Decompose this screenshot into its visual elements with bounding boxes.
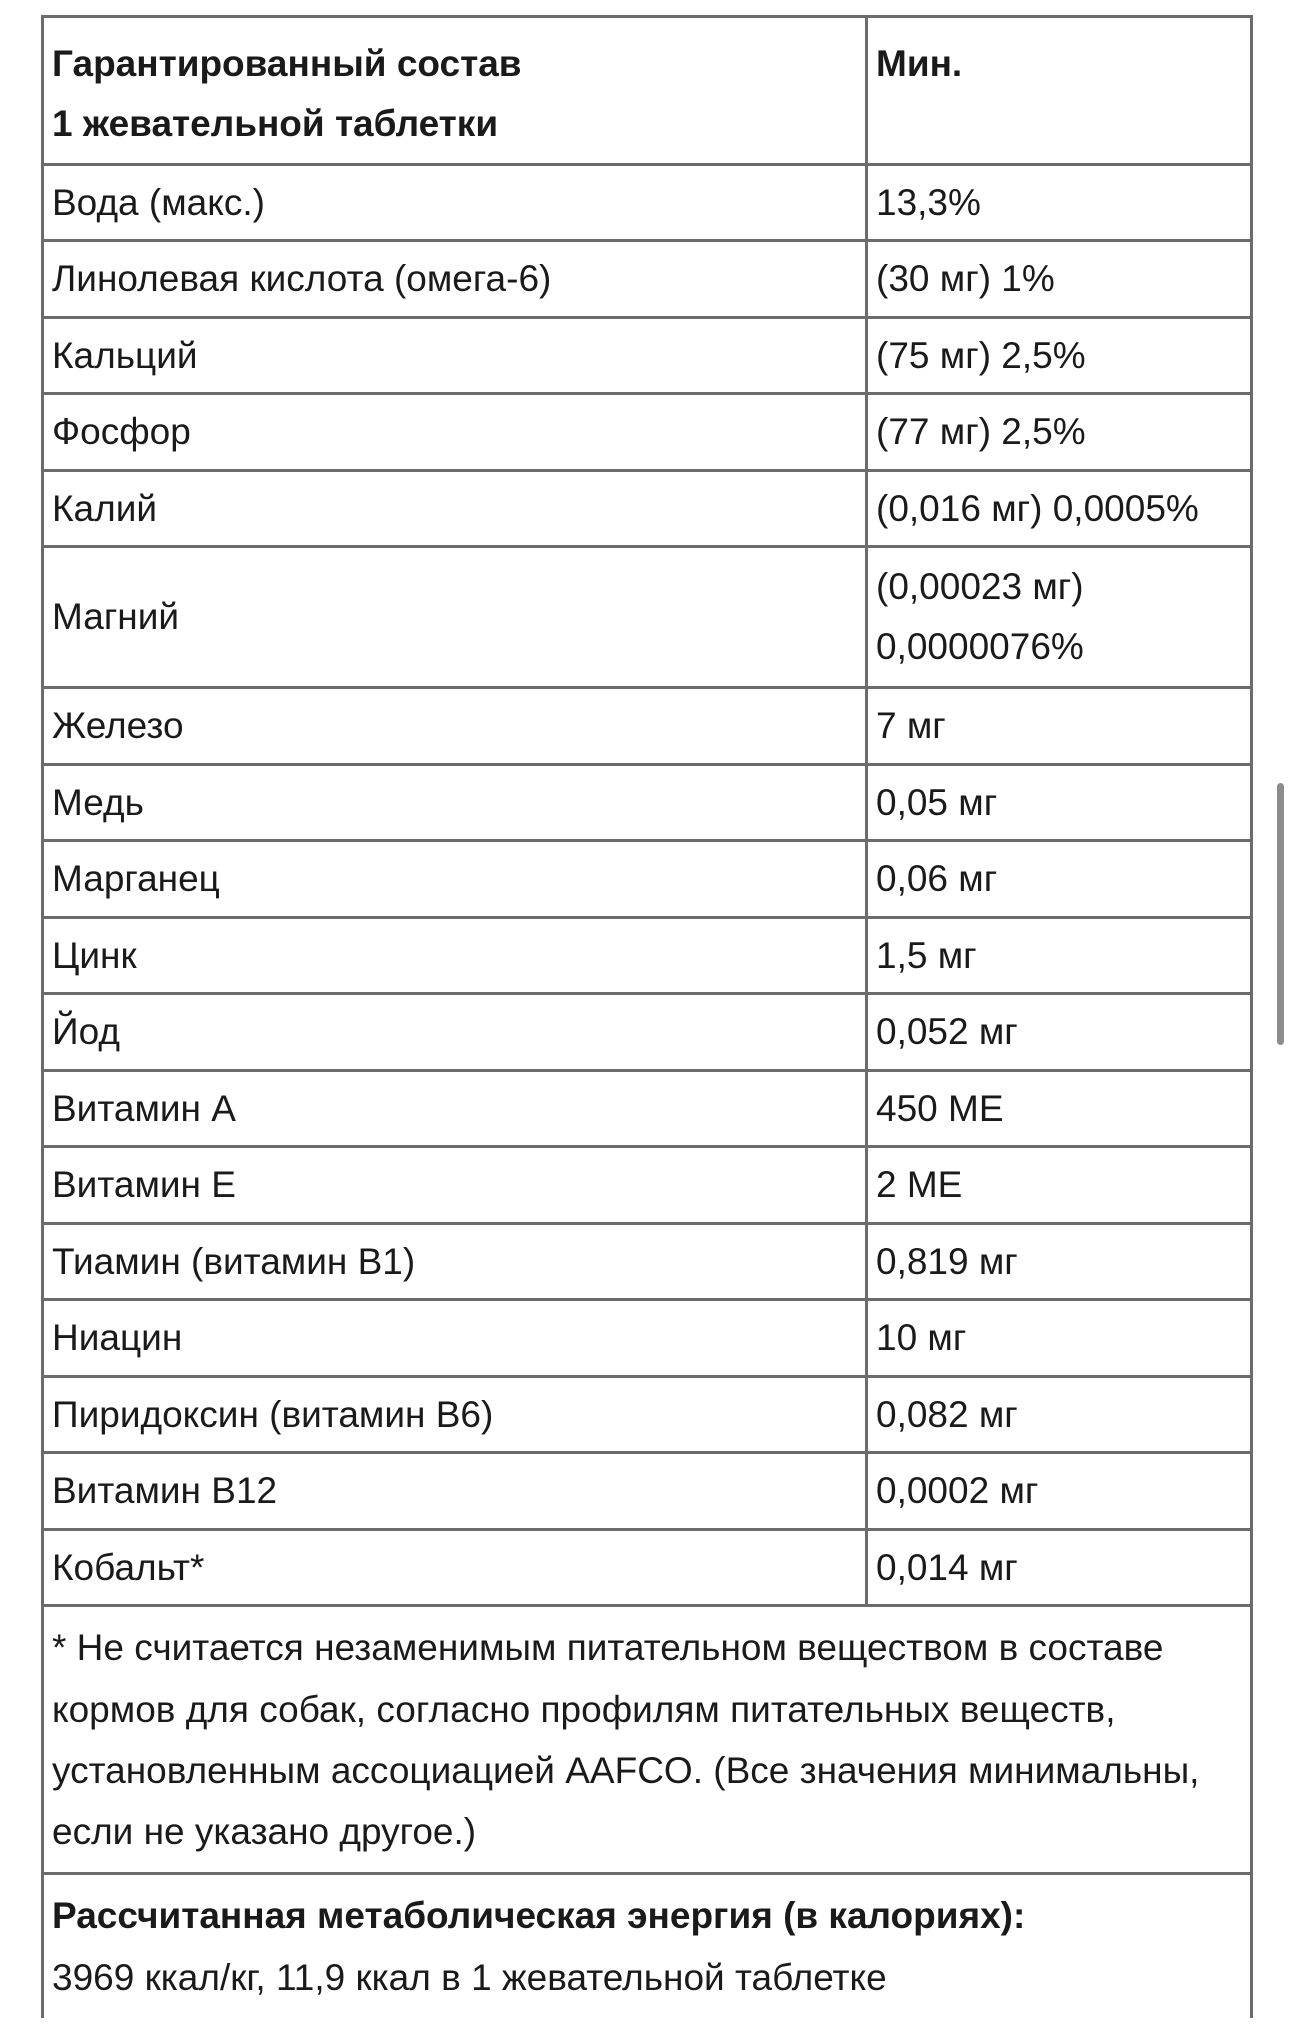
nutrient-value: 1,5 мг bbox=[867, 917, 1252, 994]
header-min: Мин. bbox=[867, 17, 1252, 165]
nutrient-value: (0,016 мг) 0,0005% bbox=[867, 470, 1252, 547]
nutrient-value: 0,052 мг bbox=[867, 994, 1252, 1071]
nutrient-value bbox=[867, 547, 1252, 688]
table-row bbox=[43, 1147, 1252, 1224]
table-row bbox=[43, 1223, 1252, 1300]
table-row bbox=[43, 470, 1252, 547]
nutrient-name: Йод bbox=[43, 994, 867, 1071]
nutrient-value: 13,3% bbox=[867, 164, 1252, 241]
nutrient-name: Калий bbox=[43, 470, 867, 547]
table-row bbox=[43, 1376, 1252, 1453]
table-row bbox=[43, 917, 1252, 994]
nutrient-value: 0,05 мг bbox=[867, 764, 1252, 841]
table-header-row bbox=[43, 17, 1252, 165]
table-row bbox=[43, 994, 1252, 1071]
nutrient-name: Кальций bbox=[43, 317, 867, 394]
nutrient-value: 0,082 мг bbox=[867, 1376, 1252, 1453]
nutrient-value: 0,014 мг bbox=[867, 1529, 1252, 1606]
table-row bbox=[43, 394, 1252, 471]
table-row bbox=[43, 1529, 1252, 1606]
footnote-row bbox=[43, 1606, 1252, 1874]
nutrient-name: Витамин А bbox=[43, 1070, 867, 1147]
nutrient-name: Магний bbox=[43, 547, 867, 688]
nutrient-value: 7 мг bbox=[867, 688, 1252, 765]
nutrient-name: Ниацин bbox=[43, 1300, 867, 1377]
vertical-scrollbar[interactable] bbox=[1277, 783, 1284, 1045]
nutrient-name: Вода (макс.) bbox=[43, 164, 867, 241]
table-row bbox=[43, 688, 1252, 765]
table-row bbox=[43, 317, 1252, 394]
nutrient-name: Фосфор bbox=[43, 394, 867, 471]
nutrient-value: (75 мг) 2,5% bbox=[867, 317, 1252, 394]
table-row bbox=[43, 164, 1252, 241]
table-row bbox=[43, 764, 1252, 841]
nutrient-name: Пиридоксин (витамин В6) bbox=[43, 1376, 867, 1453]
composition-table bbox=[41, 15, 1253, 2018]
nutrient-value: 0,06 мг bbox=[867, 841, 1252, 918]
nutrient-name: Витамин В12 bbox=[43, 1453, 867, 1530]
nutrient-name: Витамин Е bbox=[43, 1147, 867, 1224]
energy-cell bbox=[43, 1873, 1252, 2018]
nutrient-value-line2: 0,0000076% bbox=[876, 626, 1084, 668]
nutrient-value: (77 мг) 2,5% bbox=[867, 394, 1252, 471]
nutrient-name: Железо bbox=[43, 688, 867, 765]
nutrient-value-line1: (0,00023 мг) bbox=[876, 566, 1084, 608]
energy-label: Рассчитанная метаболическая энергия (в калориях): bbox=[52, 1895, 1026, 1937]
table-row bbox=[43, 841, 1252, 918]
nutrient-name: Тиамин (витамин В1) bbox=[43, 1223, 867, 1300]
nutrient-value: 0,819 мг bbox=[867, 1223, 1252, 1300]
header-composition-line2: 1 жевательной таблетки bbox=[52, 102, 499, 144]
table-row bbox=[43, 1070, 1252, 1147]
nutrient-name: Цинк bbox=[43, 917, 867, 994]
energy-value: 3969 ккал/кг, 11,9 ккал в 1 жевательной таблетке bbox=[52, 1956, 887, 1998]
header-composition-line1: Гарантированный состав bbox=[52, 43, 522, 84]
table-row bbox=[43, 547, 1252, 688]
nutrient-name: Линолевая кислота (омега-6) bbox=[43, 241, 867, 318]
table-row bbox=[43, 1453, 1252, 1530]
header-composition bbox=[43, 17, 867, 165]
table-row bbox=[43, 241, 1252, 318]
nutrient-value: (30 мг) 1% bbox=[867, 241, 1252, 318]
footnote-text: * Не считается незаменимым питательном веществом в составе кормов для собак, согласно профилям питательных веществ, установленным ассоциацией AAFCO. (Все значения минимальны, если не указано другое.) bbox=[43, 1606, 1252, 1874]
table-row bbox=[43, 1300, 1252, 1377]
nutrient-value: 450 МЕ bbox=[867, 1070, 1252, 1147]
energy-row bbox=[43, 1873, 1252, 2018]
nutrient-name: Медь bbox=[43, 764, 867, 841]
nutrient-value: 2 МЕ bbox=[867, 1147, 1252, 1224]
nutrient-name: Марганец bbox=[43, 841, 867, 918]
nutrient-value: 0,0002 мг bbox=[867, 1453, 1252, 1530]
nutrient-value: 10 мг bbox=[867, 1300, 1252, 1377]
nutrient-name: Кобальт* bbox=[43, 1529, 867, 1606]
